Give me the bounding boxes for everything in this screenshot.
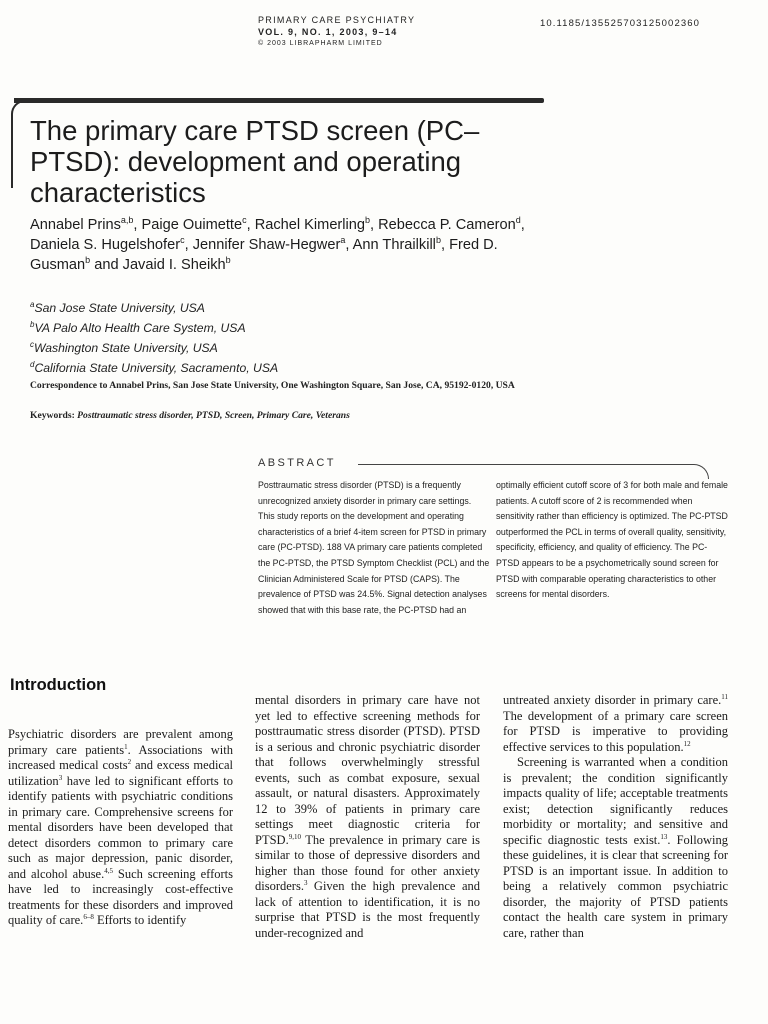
citation: 9,10 xyxy=(288,832,301,841)
affiliation xyxy=(30,318,278,338)
author-name: Annabel Prins xyxy=(30,217,121,233)
affiliation-marker: c xyxy=(30,339,34,349)
author-name: Ann Thrailkill xyxy=(352,237,436,253)
affiliation-text: San Jose State University, USA xyxy=(34,301,205,315)
body-column-2 xyxy=(255,693,480,941)
correspondence: Correspondence to Annabel Prins, San Jose State University, One Washington Square, San Jose, CA, 95192-0120, USA xyxy=(30,380,515,391)
author-affiliation-marker: a,b xyxy=(120,215,134,226)
author-name: Rebecca P. Cameron xyxy=(378,217,516,233)
abstract-column-2: optimally efficient cutoff score of 3 for both male and female patients. A cutoff score of 2 is recommended when sensitivity rather than efficiency is optimized. The PC-PTSD outperformed the PCL in terms of overall quality, sensitivity, specificity, efficiency, and quality of efficiency. The PC-PTSD appears to be a psychometrically sound screen for PTSD with comparable operating characteristics to other screens for mental disorders. xyxy=(496,480,728,600)
affiliation-text: Washington State University, USA xyxy=(34,341,218,355)
body-text: Such screening efforts have led to increasingly cost-effective treatments for these disorders and improved quality of care. xyxy=(8,866,233,927)
author-affiliation-marker: c xyxy=(180,235,185,246)
author-affiliation-marker: b xyxy=(225,255,231,266)
section-heading-introduction: Introduction xyxy=(10,676,107,694)
keywords-label: Keywords: xyxy=(30,410,75,421)
abstract-column-1: Posttraumatic stress disorder (PTSD) is a frequently unrecognized anxiety disorder in primary care settings. This study reports on the development and operating characteristics of a brief 4-item screen for PTSD in primary care (PC-PTSD). 188 VA primary care patients completed the PC-PTSD, the PTSD Symptom Checklist (PCL) and the Clinician Administered Scale for PTSD (CAPS). The prevalence of PTSD was 24.5%. Signal detection analyses showed that with this base rate, the PC-PTSD had an xyxy=(258,480,490,615)
journal-name: PRIMARY CARE PSYCHIATRY xyxy=(258,15,416,25)
author-list: Annabel Prins$^{a,b}$, Paige Ouimette$^c$, Rachel Kimerling$^b$, Rebecca P. Cameron$^d$, Daniela S. Hugelshofer$^c$, Jennifer Shaw-Hegwer$^a$, Ann Thrailkill$^b$, Fred D. Gusman$^b$ and Javaid I. Sheikh$^b$ xyxy=(30,215,525,273)
author-name: Fred D. Gusman xyxy=(30,237,498,273)
body-text: . Associations with increased medical costs xyxy=(8,742,233,772)
journal-volume: VOL. 9, NO. 1, 2003, 9–14 xyxy=(258,27,398,37)
body-text: Given the high prevalence and lack of attention to identification, it is no surprise that PTSD is the most frequently under-recognized and xyxy=(255,879,480,940)
doi: 10.1185/135525703125002360 xyxy=(540,18,700,29)
affiliation-text: California State University, Sacramento, USA xyxy=(34,361,279,375)
author-name: Rachel Kimerling xyxy=(254,217,366,233)
body-text: . Following these guidelines, it is clear that screening for PTSD is an important issue. In addition to being a relatively common psychiatric disorder, the majority of PTSD patients contact the health care system in primary care, rather than xyxy=(503,832,728,940)
body-text: and excess medical utilization xyxy=(8,758,233,788)
citation: 13 xyxy=(660,832,668,841)
citation: 3 xyxy=(58,773,63,782)
title-bracket xyxy=(11,100,27,188)
abstract-rule xyxy=(358,464,709,479)
title-rule xyxy=(14,98,544,103)
article-title: The primary care PTSD screen (PC–PTSD): development and operating characteristics xyxy=(30,115,480,208)
citation: 6–8 xyxy=(83,912,94,921)
citation: 12 xyxy=(683,739,691,748)
citation: 2 xyxy=(127,757,132,766)
journal-header xyxy=(258,14,415,50)
citation: 1 xyxy=(124,742,128,751)
author-affiliation-marker: a xyxy=(340,235,346,246)
keywords-value: Posttraumatic stress disorder, PTSD, Screen, Primary Care, Veterans xyxy=(77,410,350,421)
body-text: Screening is warranted when a condition is prevalent; the condition significantly impacts quality of life; acceptable treatments exist; detection significantly reduces morbidity or mortality; and sensitive and specific diagnostic tests exist. xyxy=(503,755,728,847)
affiliation-marker: b xyxy=(30,319,35,329)
body-text: mental disorders in primary care have not yet led to effective screening methods for posttraumatic stress disorder (PTSD). PTSD is a serious and chronic psychiatric disorder that follows overwhelmingly stressful events, such as combat exposure, sexual assault, or natural disasters. Approximately 12 to 39% of patients in primary care settings meet diagnostic criteria for PTSD. xyxy=(255,693,480,847)
body-text: The prevalence in primary care is similar to those of depressive disorders and higher than those found for other anxiety disorders. xyxy=(255,832,480,893)
author-affiliation-marker: b xyxy=(435,235,441,246)
author-name: Paige Ouimette xyxy=(141,217,243,233)
abstract-heading: ABSTRACT xyxy=(258,457,336,469)
affiliation xyxy=(30,358,278,378)
author-name: Daniela S. Hugelshofer xyxy=(30,237,181,253)
body-column-1 xyxy=(8,727,233,929)
affiliation-list xyxy=(30,298,278,378)
affiliation xyxy=(30,298,278,318)
affiliation-marker: a xyxy=(30,299,35,309)
author-name: Jennifer Shaw-Hegwer xyxy=(192,237,341,253)
citation: 4,5 xyxy=(104,866,113,875)
body-column-3 xyxy=(503,693,728,941)
keywords xyxy=(30,410,550,423)
journal-copyright: © 2003 LIBRAPHARM LIMITED xyxy=(258,40,383,47)
body-text: The development of a primary care screen for PTSD is imperative to providing effective services to this population. xyxy=(503,708,728,754)
author-affiliation-marker: b xyxy=(365,215,371,226)
affiliation xyxy=(30,338,278,358)
body-text: Efforts to identify xyxy=(93,913,187,927)
citation: 11 xyxy=(721,692,728,701)
affiliation-marker: d xyxy=(30,359,35,369)
body-text: have led to significant efforts to identify patients with psychiatric conditions in primary care. Comprehensive screens for mental disorders have been developed that detect disorders common to primary care such as major depression, panic disorder, and alcohol abuse. xyxy=(8,773,233,881)
citation: 3 xyxy=(303,878,308,887)
body-text: Psychiatric disorders are prevalent among primary care patients xyxy=(8,727,233,757)
author-affiliation-marker: b xyxy=(85,255,91,266)
author-affiliation-marker: d xyxy=(515,215,521,226)
author-affiliation-marker: c xyxy=(242,215,247,226)
body-text: untreated anxiety disorder in primary care. xyxy=(503,693,722,707)
author-name: Javaid I. Sheikh xyxy=(122,257,226,273)
affiliation-text: VA Palo Alto Health Care System, USA xyxy=(34,321,246,335)
